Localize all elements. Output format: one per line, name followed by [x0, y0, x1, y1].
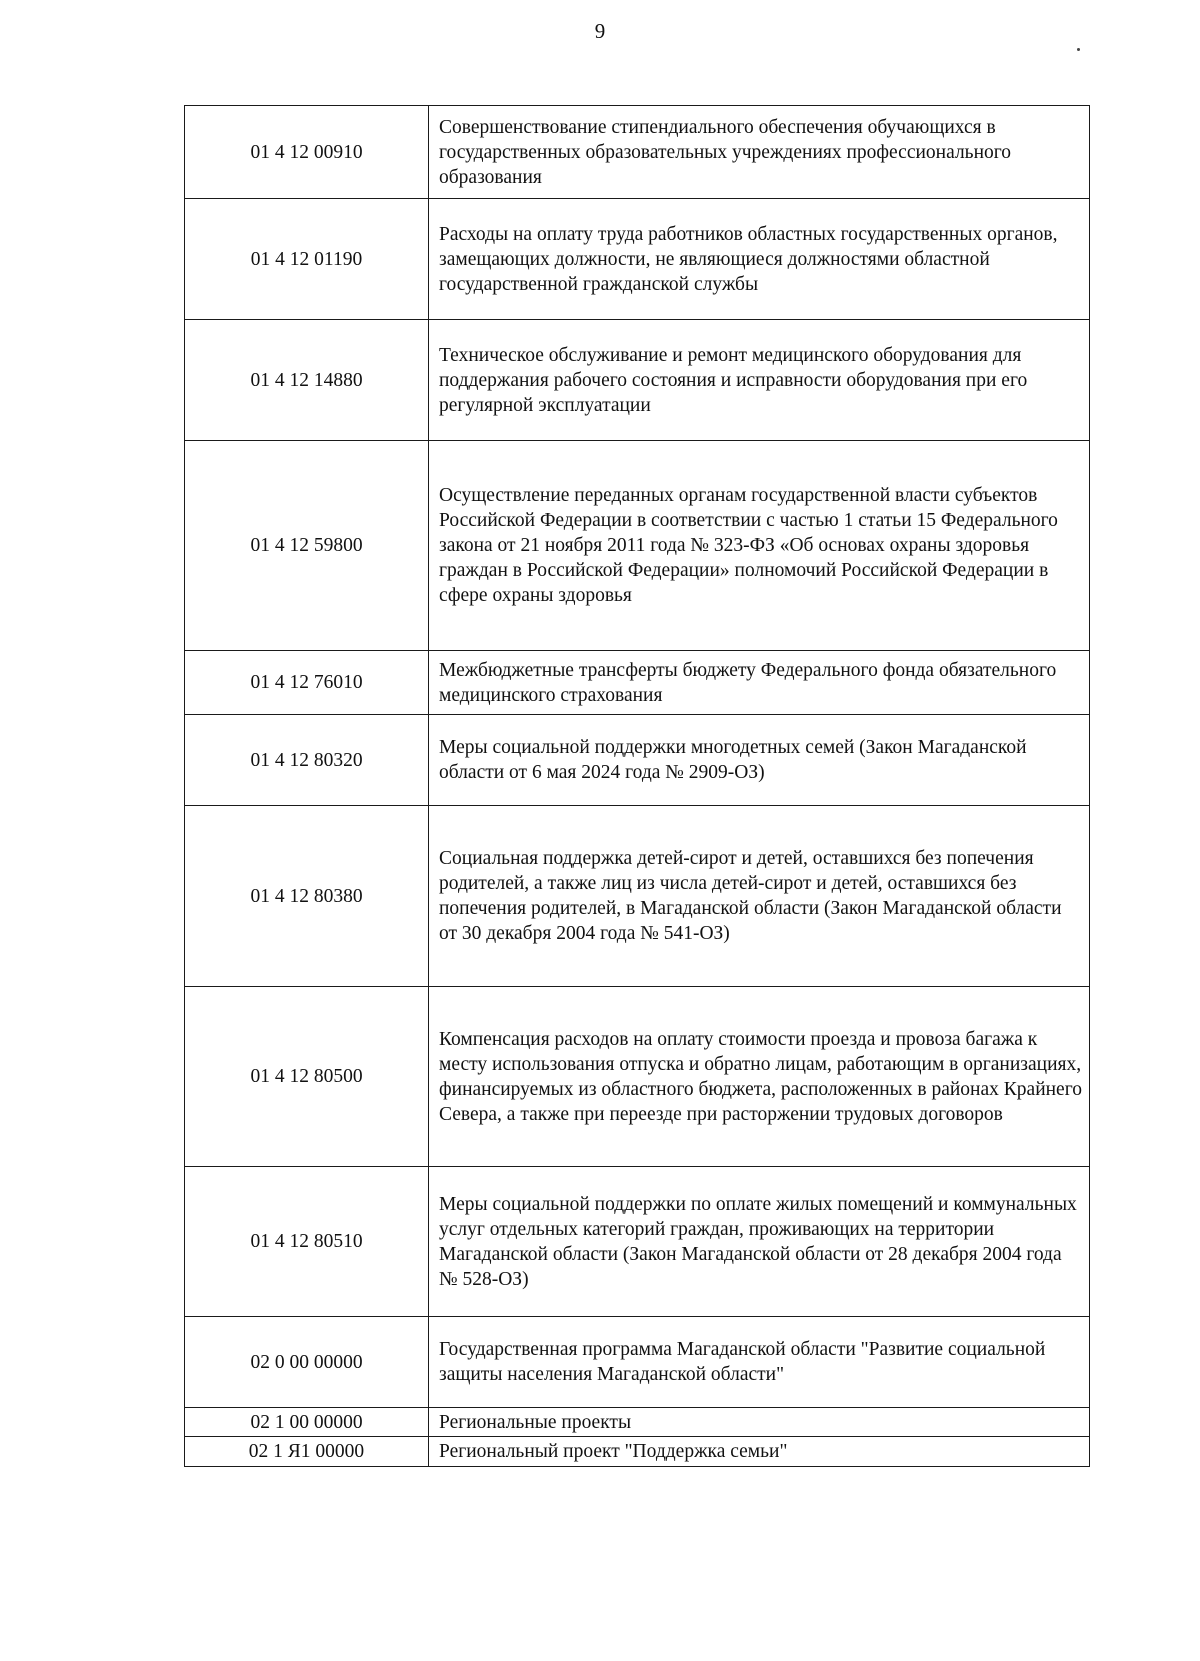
row-code: 02 1 00 00000: [185, 1408, 429, 1437]
row-description: Меры социальной поддержки многодетных семей (Закон Магаданской области от 6 мая 2024 года № 2909-ОЗ): [429, 715, 1090, 806]
table-row: [185, 320, 1090, 441]
row-description: Осуществление переданных органам государственной власти субъектов Российской Федерации в соответствии с частью 1 статьи 15 Федерального закона от 21 ноября 2011 года № 323-ФЗ «Об основах охраны здоровья граждан в Российской Федерации» полномочий Российской Федерации в сфере охраны здоровья: [429, 441, 1090, 651]
table-row: [185, 106, 1090, 199]
table-row: [185, 1167, 1090, 1317]
row-description: Расходы на оплату труда работников областных государственных органов, замещающих должности, не являющиеся должностями областной государственной гражданской службы: [429, 199, 1090, 320]
row-description: Региональные проекты: [429, 1408, 1090, 1437]
row-description: Социальная поддержка детей-сирот и детей, оставшихся без попечения родителей, а также лиц из числа детей-сирот и детей, оставшихся без попечения родителей, в Магаданской области (Закон Магаданской области от 30 декабря 2004 года № 541-ОЗ): [429, 806, 1090, 987]
row-code: 01 4 12 80500: [185, 987, 429, 1167]
row-description: Межбюджетные трансферты бюджету Федерального фонда обязательного медицинского страхования: [429, 651, 1090, 715]
row-code: 01 4 12 01190: [185, 199, 429, 320]
budget-codes-table: [184, 105, 1090, 1467]
row-code: 02 1 Я1 00000: [185, 1437, 429, 1467]
table-row: [185, 1437, 1090, 1467]
row-code: 01 4 12 00910: [185, 106, 429, 199]
row-code: 01 4 12 80510: [185, 1167, 429, 1317]
table-row: [185, 199, 1090, 320]
table-row: [185, 715, 1090, 806]
table-row: [185, 441, 1090, 651]
table-row: [185, 651, 1090, 715]
row-code: 01 4 12 76010: [185, 651, 429, 715]
row-description: Государственная программа Магаданской области "Развитие социальной защиты населения Магаданской области": [429, 1317, 1090, 1408]
row-description: Меры социальной поддержки по оплате жилых помещений и коммунальных услуг отдельных категорий граждан, проживающих на территории Магаданской области (Закон Магаданской области от 28 декабря 2004 года № 528-ОЗ): [429, 1167, 1090, 1317]
table-row: [185, 987, 1090, 1167]
row-description: Совершенствование стипендиального обеспечения обучающихся в государственных образовательных учреждениях профессионального образования: [429, 106, 1090, 199]
row-code: 01 4 12 14880: [185, 320, 429, 441]
row-code: 02 0 00 00000: [185, 1317, 429, 1408]
row-code: 01 4 12 59800: [185, 441, 429, 651]
row-code: 01 4 12 80320: [185, 715, 429, 806]
table-row: [185, 806, 1090, 987]
row-description: Региональный проект "Поддержка семьи": [429, 1437, 1090, 1467]
page-number: 9: [594, 19, 606, 43]
row-description: Компенсация расходов на оплату стоимости проезда и провоза багажа к месту использования отпуска и обратно лицам, работающим в организациях, финансируемых из областного бюджета, расположенных в районах Крайнего Севера, а также при переезде при расторжении трудовых договоров: [429, 987, 1090, 1167]
row-code: 01 4 12 80380: [185, 806, 429, 987]
table-row: [185, 1408, 1090, 1437]
row-description: Техническое обслуживание и ремонт медицинского оборудования для поддержания рабочего состояния и исправности оборудования при его регулярной эксплуатации: [429, 320, 1090, 441]
table-row: [185, 1317, 1090, 1408]
scan-speck: [1077, 48, 1080, 51]
